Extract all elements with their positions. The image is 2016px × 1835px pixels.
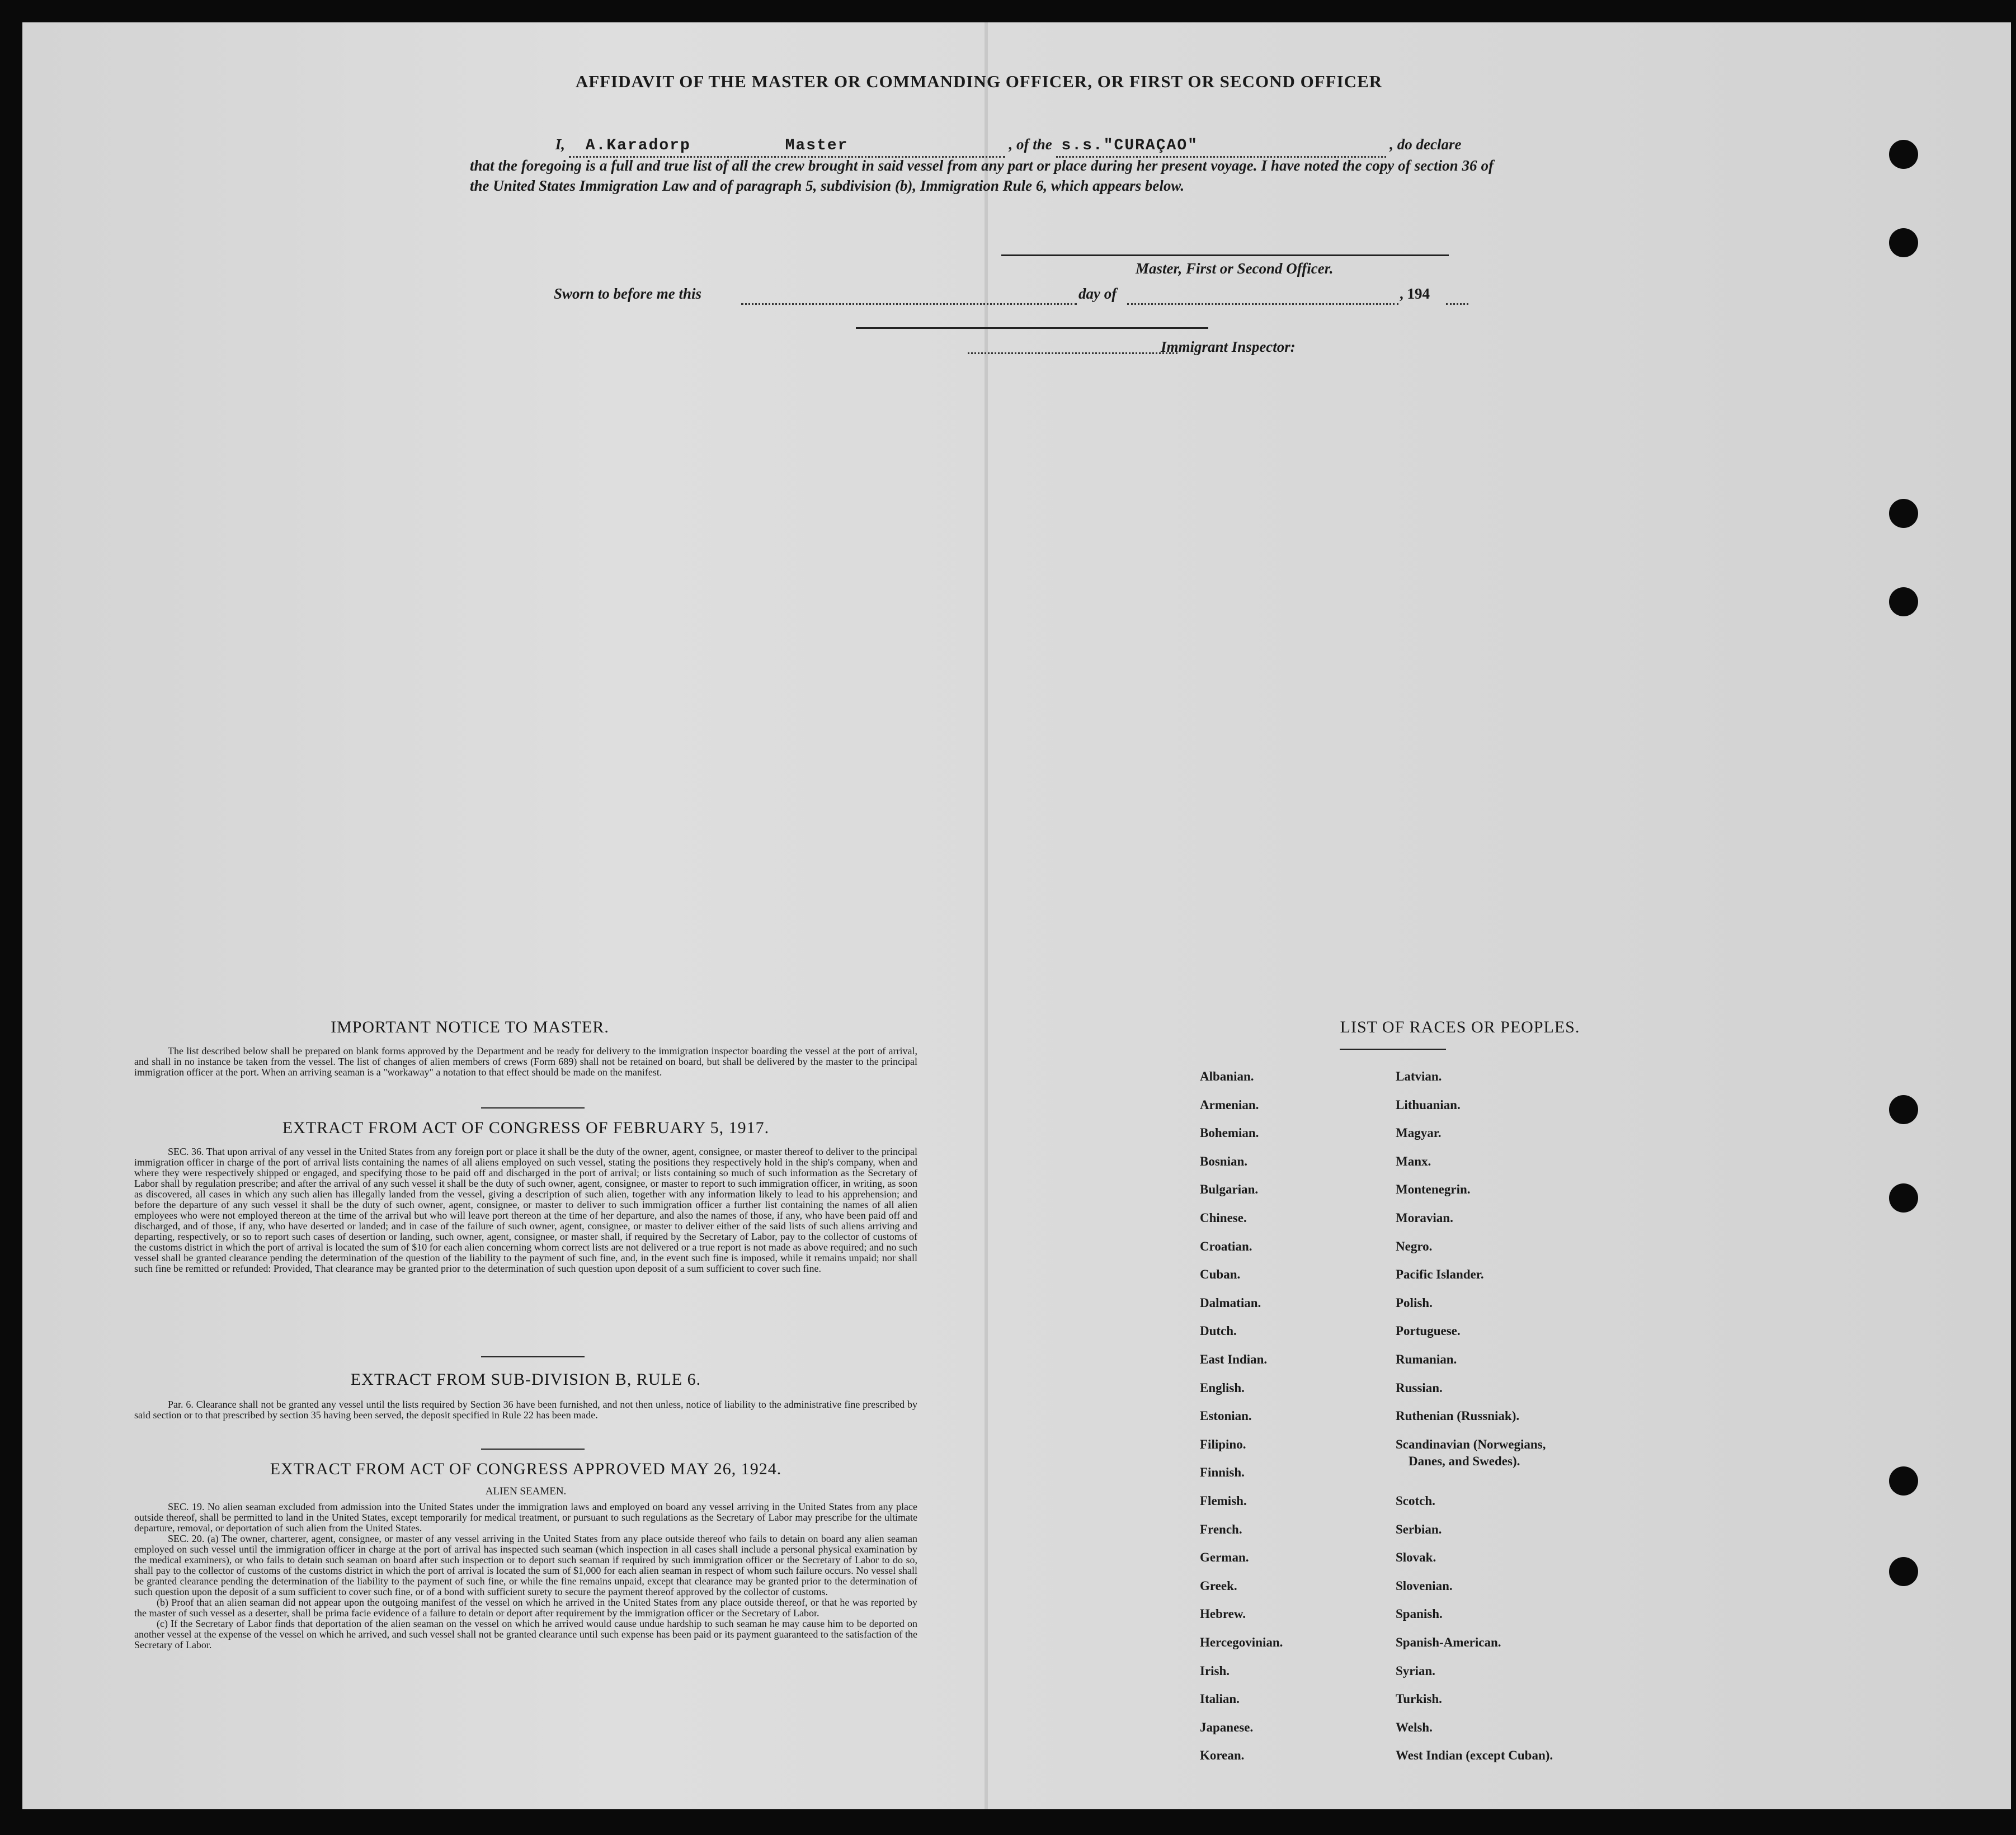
race-item: West Indian (except Cuban). [1396, 1748, 1553, 1763]
sworn-day-field[interactable] [741, 303, 1077, 305]
sworn-prefix: Sworn to before me this [554, 285, 702, 302]
i-label: I, [555, 136, 565, 153]
race-item: Dalmatian. [1200, 1295, 1261, 1310]
sec20-text: SEC. 20. (a) The owner, charterer, agent, consignee, or master of any vessel arriving in the United States from any place outside thereof who fails to detain on board any alien seaman employed on such vessel until the immigration officer in charge at the port of arrival has inspected such seaman (which inspection in all cases shall include a personal physical examination by the medical examiners), or who fails to detain such seaman on board after such inspection or to deport such seaman if required by such immigration officer or the Secretary of Labor to do so, shall pay to the collector of customs of the customs district in which the port of arrival is located the sum of $1,000 for each alien seaman in respect of whom such failure occurs. No vessel shall be granted clearance pending the determination of the liability to the payment of such fine, or while the fine remains unpaid, except that clearance may be granted prior to the determination of such question upon the deposit of a sum sufficient to cover such fine, or of a bond with sufficient surety to secure the payment thereof approved by the collector of customs. [134, 1533, 917, 1597]
race-item: Scotch. [1396, 1494, 1435, 1508]
par-c-text: (c) If the Secretary of Labor finds that deportation of the alien seaman on the vessel on which he arrived would cause undue hardship to such seaman he may cause him to be deported on another vessel at the expense of the vessel on which he arrived, and such vessel shall not be granted clearance until such expense has been paid or its payment guaranteed to the satisfaction of the Secretary of Labor. [134, 1618, 917, 1650]
race-item: Bohemian. [1200, 1126, 1259, 1140]
race-item: Russian. [1396, 1380, 1443, 1395]
binder-hole [1889, 140, 1918, 169]
race-item: Armenian. [1200, 1097, 1259, 1112]
race-item: Danes, and Swedes). [1409, 1454, 1520, 1468]
race-item: Manx. [1396, 1154, 1431, 1168]
race-item: Croatian. [1200, 1239, 1252, 1253]
race-item: Magyar. [1396, 1126, 1442, 1140]
race-item: Bulgarian. [1200, 1182, 1259, 1197]
binder-hole [1889, 499, 1918, 528]
sworn-year-field[interactable] [1446, 303, 1468, 305]
race-item: Bosnian. [1200, 1154, 1248, 1168]
race-item: Cuban. [1200, 1267, 1241, 1282]
race-item: Ruthenian (Russniak). [1396, 1409, 1520, 1423]
extract-rule6-text: Par. 6. Clearance shall not be granted any vessel until the lists required by Section 36 have been furnished, and not then unless, notice of liability to the administrative fine prescribed by said section or to that prescribed by section 35 having been served, the deposit specified in Rule 22 has been made. [134, 1399, 917, 1421]
declarant-name: A.Karadorp [585, 137, 691, 154]
race-item: Dutch. [1200, 1324, 1237, 1338]
race-item: Irish. [1200, 1663, 1230, 1678]
declaration-text: that the foregoing is a full and true list of all the crew brought in said vessel from any part or place during her present voyage. I have noted the copy of section 36 of the United States Immigration Law and of paragraph 5, subdivision (b), Immigration Rule 6, which appears below. [470, 157, 1494, 194]
affidavit-title: AFFIDAVIT OF THE MASTER OR COMMANDING OFFICER, OR FIRST OR SECOND OFFICER [575, 72, 1383, 91]
extract-1917-title: EXTRACT FROM ACT OF CONGRESS OF FEBRUARY 5, 1917. [282, 1119, 770, 1137]
race-item: Portuguese. [1396, 1324, 1461, 1338]
race-item: Flemish. [1200, 1494, 1247, 1508]
race-item: Syrian. [1396, 1663, 1435, 1678]
race-item: Hercegovinian. [1200, 1635, 1283, 1649]
inspector-label: Immigrant Inspector: [1161, 338, 1296, 355]
divider [481, 1107, 585, 1108]
binder-hole [1889, 228, 1918, 257]
extract-rule6-title: EXTRACT FROM SUB-DIVISION B, RULE 6. [350, 1370, 701, 1389]
notice-title: IMPORTANT NOTICE TO MASTER. [331, 1018, 609, 1036]
binder-hole [1889, 1557, 1918, 1586]
race-item: French. [1200, 1522, 1242, 1536]
binder-hole [1889, 1095, 1918, 1124]
race-item: Spanish-American. [1396, 1635, 1501, 1649]
extract-1924-subtitle: ALIEN SEAMEN. [485, 1485, 567, 1497]
signature-line[interactable] [1001, 254, 1449, 256]
race-item: Slovak. [1396, 1550, 1436, 1565]
divider [481, 1356, 585, 1357]
declarant-field[interactable] [569, 136, 1005, 158]
races-title: LIST OF RACES OR PEOPLES. [1340, 1018, 1580, 1036]
race-item: Welsh. [1396, 1720, 1433, 1734]
race-item: Greek. [1200, 1578, 1237, 1593]
notice-text: The list described below shall be prepared on blank forms approved by the Department and be ready for delivery to the immigration inspector boarding the vessel at the port of arrival, and shall in no instance be taken from the vessel. The list of changes of alien members of crews (Form 689) shall not be retained on board, but shall be delivered by the master to the principal immigration officer at the port. When an arriving seaman is a "workaway" a notation to that effect should be made on the manifest. [134, 1045, 917, 1078]
signature-label: Master, First or Second Officer. [1136, 260, 1334, 277]
race-item: Moravian. [1396, 1211, 1453, 1225]
vessel-field[interactable] [1056, 136, 1386, 158]
race-item: Polish. [1396, 1295, 1433, 1310]
year-label: , 194 [1400, 285, 1430, 302]
of-the-label: , of the [1009, 136, 1052, 153]
race-item: Albanian. [1200, 1069, 1254, 1083]
binder-hole [1889, 1466, 1918, 1496]
race-item: Latvian. [1396, 1069, 1442, 1083]
divider [481, 1449, 585, 1450]
race-item: Korean. [1200, 1748, 1245, 1763]
race-item: Estonian. [1200, 1409, 1252, 1423]
do-declare-label: , do declare [1389, 136, 1462, 153]
declaration-line [470, 134, 1494, 158]
race-item: Lithuanian. [1396, 1097, 1461, 1112]
binder-hole [1889, 1183, 1918, 1213]
race-item: Slovenian. [1396, 1578, 1453, 1593]
sworn-month-field[interactable] [1127, 303, 1398, 305]
race-item: Finnish. [1200, 1465, 1245, 1480]
race-item: Hebrew. [1200, 1607, 1246, 1621]
race-item: Filipino. [1200, 1437, 1246, 1451]
inspector-signature-line[interactable] [856, 327, 1208, 329]
race-item: Japanese. [1200, 1720, 1254, 1734]
page-fold [985, 22, 988, 1809]
declarant-rank: Master [785, 137, 849, 154]
extract-1917-text: SEC. 36. That upon arrival of any vessel in the United States from any foreign port or place it shall be the duty of the owner, agent, consignee, or master thereof to deliver to the principal immigration officer in charge of the port of arrival lists containing the names of all aliens employed on such vessel, stating the positions they respectively hold in the ship's company, when and where they were respectively shipped or engaged, and specifying those to be paid off and discharged in the port of arrival; or lists containing so much of such information as the Secretary of Labor shall by regulation prescribe; and after the arrival of any such vessel it shall be the duty of such owner, agent, consignee, or master to report to such immigration officer, in writing, as soon as discovered, all cases in which any such alien has illegally landed from the vessel, giving a description of such alien, together with any information likely to lead to his apprehension; and before the departure of any such vessel it shall be the duty of such owner, agent, consignee, or master to deliver to such immigration officer a further list containing the names of all alien employees who were not employed thereon at the time of the arrival but who will leave port thereon at the time of her departure, and also the names of those, if any, who have been paid off and discharged, and of those, if any, who have deserted or landed; and in case of the failure of such owner, agent, consignee, or master to deliver either of the said lists of such aliens arriving and departing, respectively, or so to report such cases of desertion or landing, such owner, agent, consignee, or master shall, if required by the Secretary of Labor, pay to the collector of customs of the customs district in which the port of arrival is located the sum of $10 for each alien concerning whom correct lists are not delivered or a true report is not made as above required; and no such vessel shall be granted clearance pending the determination of the question of the liability to the payment of such fine, and, in the event such fine is imposed, while it remains unpaid; nor shall such fine be remitted or refunded: Provided, That clearance may be granted prior to the determination of such question upon deposit of a sum sufficient to cover such fine. [134, 1146, 917, 1274]
race-item: Spanish. [1396, 1607, 1443, 1621]
sec19-text: SEC. 19. No alien seaman excluded from admission into the United States under the immigration laws and employed on board any vessel arriving in the United States from any place outside thereof, shall be permitted to land in the United States, except temporarily for medical treatment, or pursuant to such regulations as the Secretary of Labor may prescribe for the ultimate departure, removal, or deportation of such alien from the United States. [134, 1501, 917, 1534]
race-item: Turkish. [1396, 1692, 1442, 1706]
race-item: Italian. [1200, 1692, 1240, 1706]
extract-1924-body [134, 1502, 917, 1650]
vessel-name: s.s."CURAÇAO" [1061, 137, 1198, 154]
extract-1924-title: EXTRACT FROM ACT OF CONGRESS APPROVED MAY 26, 1924. [270, 1460, 782, 1478]
day-of-label: day of [1078, 285, 1117, 302]
par-b-text: (b) Proof that an alien seaman did not appear upon the outgoing manifest of the vessel on which he arrived in the United States from any place outside thereof, or that he was reported by the master of such vessel as a deserter, shall be prima facie evidence of a failure to detain or deport after requirement by the immigration officer or the Secretary of Labor. [134, 1597, 917, 1619]
race-item: English. [1200, 1380, 1245, 1395]
inspector-dotted-line[interactable] [968, 352, 1177, 354]
divider [1340, 1049, 1446, 1050]
race-item: Serbian. [1396, 1522, 1442, 1536]
race-item: Rumanian. [1396, 1352, 1457, 1366]
race-item: Montenegrin. [1396, 1182, 1471, 1197]
race-item: East Indian. [1200, 1352, 1268, 1366]
document-sheet [22, 22, 2011, 1809]
race-item: German. [1200, 1550, 1249, 1565]
race-item: Chinese. [1200, 1211, 1247, 1225]
race-item: Negro. [1396, 1239, 1433, 1253]
race-item: Pacific Islander. [1396, 1267, 1484, 1282]
binder-hole [1889, 587, 1918, 616]
race-item: Scandinavian (Norwegians, [1396, 1437, 1546, 1451]
